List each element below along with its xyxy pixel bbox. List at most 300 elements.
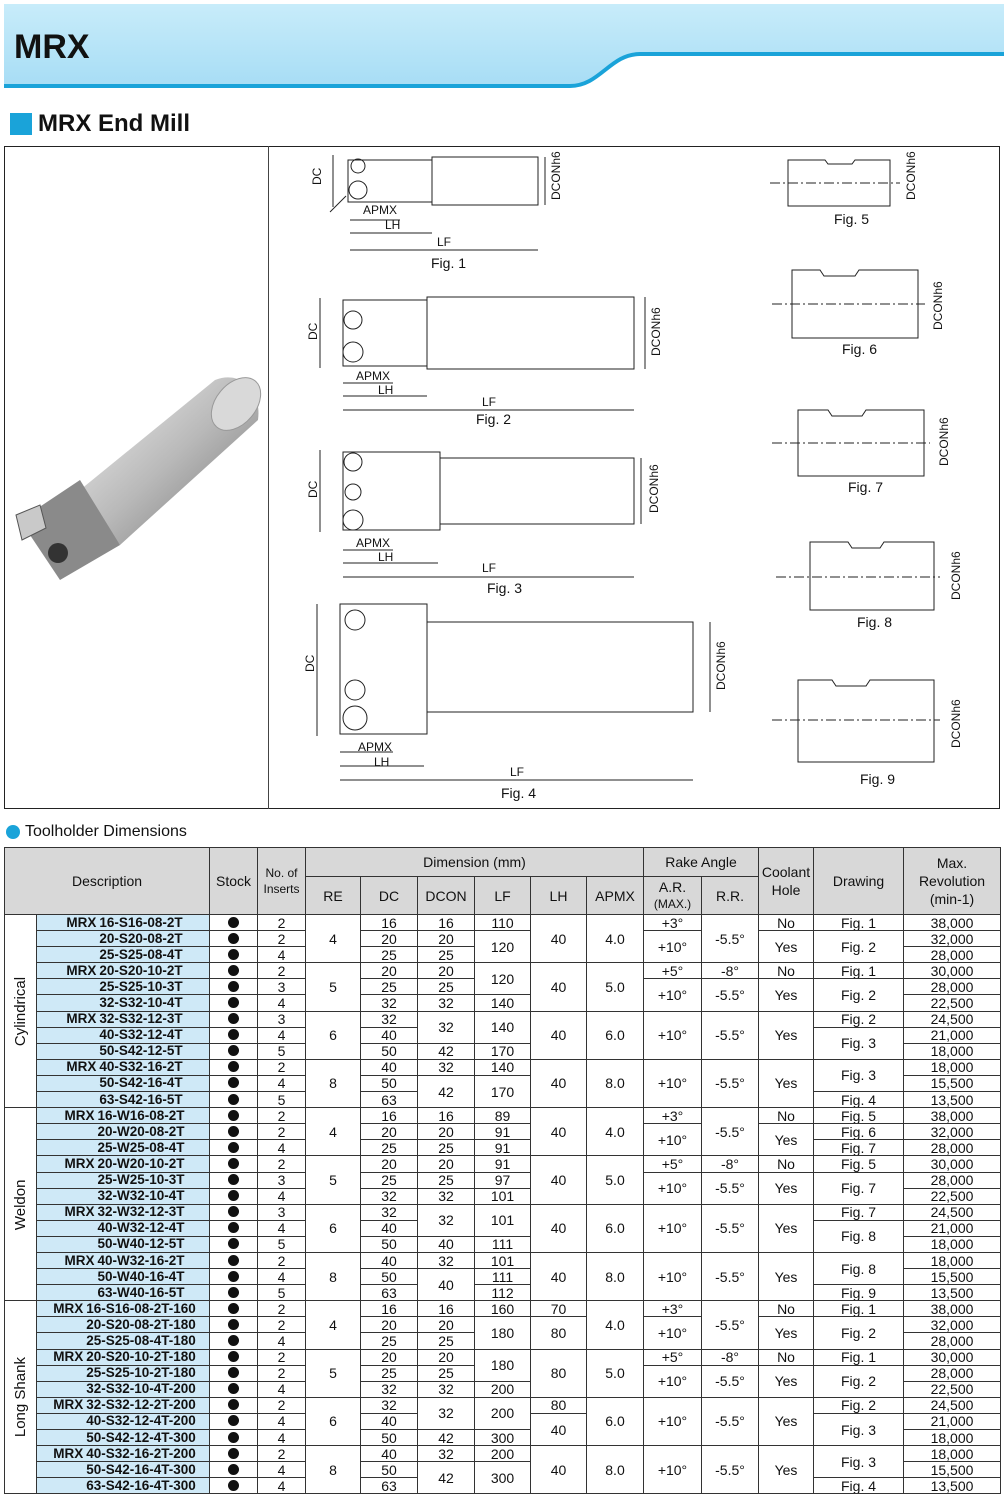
inserts-value: 4 [258,947,306,963]
model-number [37,1317,210,1333]
inserts-value: 4 [258,1462,306,1478]
model-number [37,979,210,995]
dcon-value: 20 [418,931,475,947]
rr-value: -8° [702,1156,759,1172]
series-prefix: MRX [66,1059,97,1075]
stock-dot-icon [228,1415,239,1426]
stock-indicator [210,1124,258,1140]
stock-indicator [210,1333,258,1349]
model-number [37,1108,210,1124]
page-title: MRX [14,28,90,66]
fig1-lf-label: LF [437,235,452,249]
toolholder-title: Toolholder Dimensions [25,823,187,840]
drawing-value: Fig. 8 [814,1252,904,1284]
dc-value: 50 [361,1462,418,1478]
toolholder-heading [6,823,187,841]
model-code: 50-W40-16-4T [97,1268,185,1284]
stock-dot-icon [228,1222,239,1233]
stock-indicator [210,1413,258,1429]
max-revolution-value: 28,000 [904,947,1001,963]
dcon-value: 42 [418,1043,475,1059]
inserts-value: 2 [258,1365,306,1381]
max-revolution-value: 13,500 [904,1478,1001,1494]
model-number [37,915,210,931]
rr-value: -5.5° [702,1204,759,1252]
re-value: 5 [306,1156,361,1204]
model-code: 20-S20-10-2T [99,962,183,978]
dc-value: 63 [361,1478,418,1494]
ar-value: +3° [644,1301,702,1317]
fig1-dcon-label: DCONh6 [549,151,563,200]
lf-value: 101 [475,1204,531,1236]
coolant-value: Yes [759,1172,814,1204]
max-revolution-value: 28,000 [904,1140,1001,1156]
model-code: 50-S42-12-5T [99,1043,183,1059]
model-number [37,1011,210,1027]
col-ar: A.R. (MAX.) [644,877,702,915]
dcon-value: 16 [418,1301,475,1317]
lh-value: 40 [531,915,587,963]
dc-value: 20 [361,931,418,947]
max-revolution-value: 18,000 [904,1252,1001,1268]
svg-text:DCONh6: DCONh6 [714,641,728,690]
stock-dot-icon [228,1238,239,1249]
max-revolution-value: 24,500 [904,1204,1001,1220]
dc-value: 40 [361,1027,418,1043]
rr-value: -5.5° [702,1108,759,1156]
model-code: 40-S32-16-2T [99,1059,183,1075]
inserts-value: 2 [258,1108,306,1124]
max-revolution-value: 32,000 [904,1317,1001,1333]
lf-value: 300 [475,1430,531,1446]
rr-value: -5.5° [702,1252,759,1300]
fig6-drawing [772,270,925,338]
apmx-value: 4.0 [587,1108,644,1156]
inserts-value: 3 [258,979,306,995]
drawing-value: Fig. 2 [814,979,904,1011]
dc-value: 25 [361,979,418,995]
model-code: 20-S20-08-2T [99,930,183,946]
stock-indicator [210,1301,258,1317]
max-revolution-value: 24,500 [904,1397,1001,1413]
model-number [37,931,210,947]
table-row [5,931,1001,947]
stock-dot-icon [228,1303,239,1314]
lf-value: 140 [475,995,531,1011]
dcon-value: 32 [418,1059,475,1075]
dc-value: 32 [361,1381,418,1397]
rr-value: -5.5° [702,1446,759,1494]
max-revolution-value: 32,000 [904,931,1001,947]
inserts-value: 4 [258,1478,306,1494]
dc-value: 40 [361,1252,418,1268]
re-value: 6 [306,1011,361,1059]
dc-value: 50 [361,1236,418,1252]
max-revolution-value: 28,000 [904,979,1001,995]
apmx-value: 5.0 [587,963,644,1011]
max-revolution-value: 21,000 [904,1220,1001,1236]
svg-text:APMX: APMX [358,740,393,754]
dc-value: 32 [361,1397,418,1413]
apmx-value: 6.0 [587,1397,644,1445]
table-row [5,1252,1001,1268]
group-label: Weldon [5,1108,37,1301]
rr-value: -5.5° [702,1059,759,1107]
series-prefix: MRX [53,1349,84,1365]
dcon-value: 32 [418,1446,475,1462]
dcon-value: 32 [418,1397,475,1429]
lh-value: 40 [531,1059,587,1107]
dcon-value: 40 [418,1236,475,1252]
stock-dot-icon [228,1367,239,1378]
inserts-value: 4 [258,1413,306,1429]
dcon-value: 20 [418,1124,475,1140]
model-number [37,1124,210,1140]
inserts-value: 3 [258,1011,306,1027]
dcon-value: 20 [418,963,475,979]
fig2-caption: Fig. 2 [476,411,512,427]
stock-dot-icon [228,1110,239,1121]
dimension-table [4,847,1001,1494]
svg-text:DCONh6: DCONh6 [931,281,945,330]
dimension-table-body [5,915,1001,1494]
col-inserts: No. of Inserts [258,848,306,915]
table-row [5,1301,1001,1317]
col-stock: Stock [210,848,258,915]
group-label: Long Shank [5,1301,37,1494]
dc-value: 25 [361,1140,418,1156]
fig3-drawing [320,450,641,577]
drawing-value: Fig. 9 [814,1285,904,1301]
stock-dot-icon [228,1319,239,1330]
col-re: RE [306,877,361,915]
stock-indicator [210,1220,258,1236]
model-code: 40-S32-12-4T-200 [86,1413,196,1429]
model-code: 20-W20-10-2T [97,1155,185,1171]
table-row [5,1397,1001,1413]
dc-value: 50 [361,1269,418,1285]
model-code: 40-S32-16-2T-200 [86,1445,196,1461]
fig3-caption: Fig. 3 [487,580,523,596]
dcon-value: 20 [418,1317,475,1333]
fig5-caption: Fig. 5 [834,211,870,227]
svg-text:LH: LH [378,550,394,564]
model-number [37,1333,210,1349]
coolant-value: No [759,915,814,931]
rr-value: -5.5° [702,1301,759,1349]
max-revolution-value: 15,500 [904,1462,1001,1478]
model-number [37,1075,210,1091]
series-prefix: MRX [53,1300,84,1316]
model-number [37,1092,210,1108]
inserts-value: 2 [258,1124,306,1140]
max-revolution-value: 13,500 [904,1285,1001,1301]
stock-indicator [210,1172,258,1188]
col-lh: LH [531,877,587,915]
fig1-caption: Fig. 1 [431,255,467,271]
table-row [5,963,1001,979]
dcon-value: 32 [418,1188,475,1204]
model-code: 50-S42-16-4T [99,1075,183,1091]
max-revolution-value: 30,000 [904,1156,1001,1172]
coolant-value: Yes [759,931,814,963]
drawing-value: Fig. 2 [814,1317,904,1349]
apmx-value: 6.0 [587,1204,644,1252]
re-value: 4 [306,1108,361,1156]
max-revolution-value: 32,000 [904,1124,1001,1140]
stock-indicator [210,915,258,931]
drawing-value: Fig. 5 [814,1108,904,1124]
lf-value: 110 [475,915,531,931]
max-revolution-value: 28,000 [904,1365,1001,1381]
dc-value: 50 [361,1075,418,1091]
fig9-caption: Fig. 9 [860,771,896,787]
table-row [5,1285,1001,1301]
lf-value: 91 [475,1140,531,1156]
dc-value: 32 [361,995,418,1011]
dc-value: 40 [361,1413,418,1429]
rr-value: -5.5° [702,915,759,963]
coolant-value: Yes [759,1397,814,1445]
lf-value: 180 [475,1317,531,1349]
inserts-value: 4 [258,995,306,1011]
svg-text:DC: DC [306,322,320,340]
stock-dot-icon [228,997,239,1008]
col-maxrev: Max. Revolution (min-1) [904,848,1001,915]
ar-value: +10° [644,1011,702,1059]
max-revolution-value: 30,000 [904,963,1001,979]
dcon-value: 32 [418,995,475,1011]
fig7-drawing [772,410,930,476]
dc-value: 20 [361,1156,418,1172]
drawing-value: Fig. 2 [814,1011,904,1027]
drawing-value: Fig. 6 [814,1124,904,1140]
coolant-value: Yes [759,1059,814,1107]
dcon-value: 20 [418,1349,475,1365]
max-revolution-value: 28,000 [904,1333,1001,1349]
model-number [37,1156,210,1172]
dc-value: 25 [361,1172,418,1188]
stock-dot-icon [228,1126,239,1137]
max-revolution-value: 18,000 [904,1059,1001,1075]
lh-value: 40 [531,1252,587,1300]
stock-dot-icon [228,1206,239,1217]
ar-value: +10° [644,931,702,963]
coolant-value: Yes [759,979,814,1011]
coolant-value: Yes [759,1365,814,1397]
ar-value: +10° [644,1397,702,1445]
stock-dot-icon [228,1158,239,1169]
dc-value: 20 [361,1124,418,1140]
stock-dot-icon [228,1480,239,1491]
stock-indicator [210,947,258,963]
drawing-value: Fig. 4 [814,1478,904,1494]
inserts-value: 5 [258,1043,306,1059]
coolant-value: Yes [759,1124,814,1156]
inserts-value: 4 [258,1333,306,1349]
inserts-value: 4 [258,1075,306,1091]
lh-value: 70 [531,1301,587,1317]
model-number [37,1236,210,1252]
series-prefix: MRX [53,1397,84,1413]
svg-text:DCONh6: DCONh6 [904,151,918,200]
coolant-value: No [759,1156,814,1172]
stock-dot-icon [228,1174,239,1185]
stock-indicator [210,963,258,979]
dc-value: 16 [361,915,418,931]
fig7-caption: Fig. 7 [848,479,884,495]
col-coolant: Coolant Hole [759,848,814,915]
lf-value: 120 [475,963,531,995]
inserts-value: 5 [258,1236,306,1252]
model-code: 63-S42-16-5T [99,1091,183,1107]
dcon-value: 25 [418,979,475,995]
rr-value: -5.5° [702,979,759,1011]
inserts-value: 4 [258,1140,306,1156]
series-prefix: MRX [64,1252,95,1268]
coolant-value: No [759,1108,814,1124]
apmx-value: 4.0 [587,915,644,963]
model-code: 20-S20-08-2T-180 [86,1316,196,1332]
dc-value: 50 [361,1430,418,1446]
coolant-value: No [759,1349,814,1365]
stock-dot-icon [228,1383,239,1394]
inserts-value: 3 [258,1204,306,1220]
stock-dot-icon [228,1142,239,1153]
stock-dot-icon [228,1432,239,1443]
table-row [5,1317,1001,1333]
dc-value: 25 [361,1365,418,1381]
model-code: 40-W32-16-2T [97,1252,185,1268]
dcon-value: 25 [418,1172,475,1188]
fig1-lh-label: LH [385,218,401,232]
stock-dot-icon [228,1351,239,1362]
stock-indicator [210,1027,258,1043]
stock-indicator [210,1108,258,1124]
dcon-value: 42 [418,1430,475,1446]
ar-value: +10° [644,979,702,1011]
model-code: 25-W25-08-4T [97,1139,185,1155]
stock-indicator [210,1285,258,1301]
stock-indicator [210,1317,258,1333]
dcon-value: 32 [418,1204,475,1236]
drawing-value: Fig. 4 [814,1092,904,1108]
max-revolution-value: 38,000 [904,1108,1001,1124]
stock-indicator [210,1156,258,1172]
model-number [37,1027,210,1043]
stock-indicator [210,1043,258,1059]
lf-value: 97 [475,1172,531,1188]
inserts-value: 2 [258,1317,306,1333]
inserts-value: 2 [258,915,306,931]
model-number [37,947,210,963]
lf-value: 89 [475,1108,531,1124]
stock-indicator [210,1236,258,1252]
model-number [37,1301,210,1317]
svg-text:LF: LF [482,395,497,409]
coolant-value: No [759,963,814,979]
model-number [37,1381,210,1397]
inserts-value: 4 [258,1220,306,1236]
max-revolution-value: 18,000 [904,1430,1001,1446]
model-code: 40-W32-12-4T [97,1220,185,1236]
stock-indicator [210,1188,258,1204]
model-code: 25-W25-10-3T [97,1172,185,1188]
stock-dot-icon [228,1190,239,1201]
dcon-value: 25 [418,1140,475,1156]
svg-text:APMX: APMX [356,369,391,383]
model-number [37,1252,210,1268]
table-row [5,1349,1001,1365]
drawing-value: Fig. 3 [814,1413,904,1445]
apmx-value: 5.0 [587,1349,644,1397]
svg-text:LF: LF [510,765,525,779]
lf-value: 160 [475,1301,531,1317]
lh-value: 40 [531,963,587,1011]
ar-value: +10° [644,1172,702,1204]
lf-value: 120 [475,931,531,963]
inserts-value: 4 [258,1269,306,1285]
dcon-value: 32 [418,1381,475,1397]
ar-value: +10° [644,1446,702,1494]
model-number [37,1172,210,1188]
max-revolution-value: 38,000 [904,915,1001,931]
max-revolution-value: 28,000 [904,1172,1001,1188]
model-code: 50-W40-12-5T [97,1236,185,1252]
stock-dot-icon [228,933,239,944]
lf-value: 101 [475,1252,531,1268]
coolant-value: Yes [759,1446,814,1494]
re-value: 8 [306,1446,361,1494]
lf-value: 111 [475,1269,531,1285]
model-code: 25-S25-10-3T [99,978,183,994]
lh-value: 40 [531,1108,587,1156]
inserts-value: 2 [258,1252,306,1268]
dcon-value: 32 [418,1252,475,1268]
model-code: 32-S32-10-4T-200 [86,1381,196,1397]
dcon-value: 16 [418,915,475,931]
inserts-value: 2 [258,1059,306,1075]
table-row [5,1059,1001,1075]
lf-value: 200 [475,1381,531,1397]
drawing-value: Fig. 3 [814,1027,904,1059]
model-code: 16-S16-08-2T-160 [86,1300,196,1316]
inserts-value: 2 [258,931,306,947]
stock-indicator [210,1478,258,1494]
model-code: 32-S32-10-4T [99,995,183,1011]
model-number [37,1204,210,1220]
col-rr: R.R. [702,877,759,915]
svg-text:DCONh6: DCONh6 [649,307,663,356]
inserts-value: 2 [258,1156,306,1172]
dc-value: 20 [361,963,418,979]
model-number [37,1397,210,1413]
model-number [37,1478,210,1494]
lh-value: 40 [531,1204,587,1252]
ar-value: +10° [644,1317,702,1349]
re-value: 5 [306,963,361,1011]
drawing-value: Fig. 8 [814,1220,904,1252]
svg-text:DC: DC [306,480,320,498]
table-row [5,1011,1001,1027]
lf-value: 101 [475,1188,531,1204]
drawing-value: Fig. 3 [814,1446,904,1478]
inserts-value: 4 [258,1188,306,1204]
dcon-value: 16 [418,1108,475,1124]
rr-value: -8° [702,963,759,979]
inserts-value: 2 [258,1301,306,1317]
col-lf: LF [475,877,531,915]
